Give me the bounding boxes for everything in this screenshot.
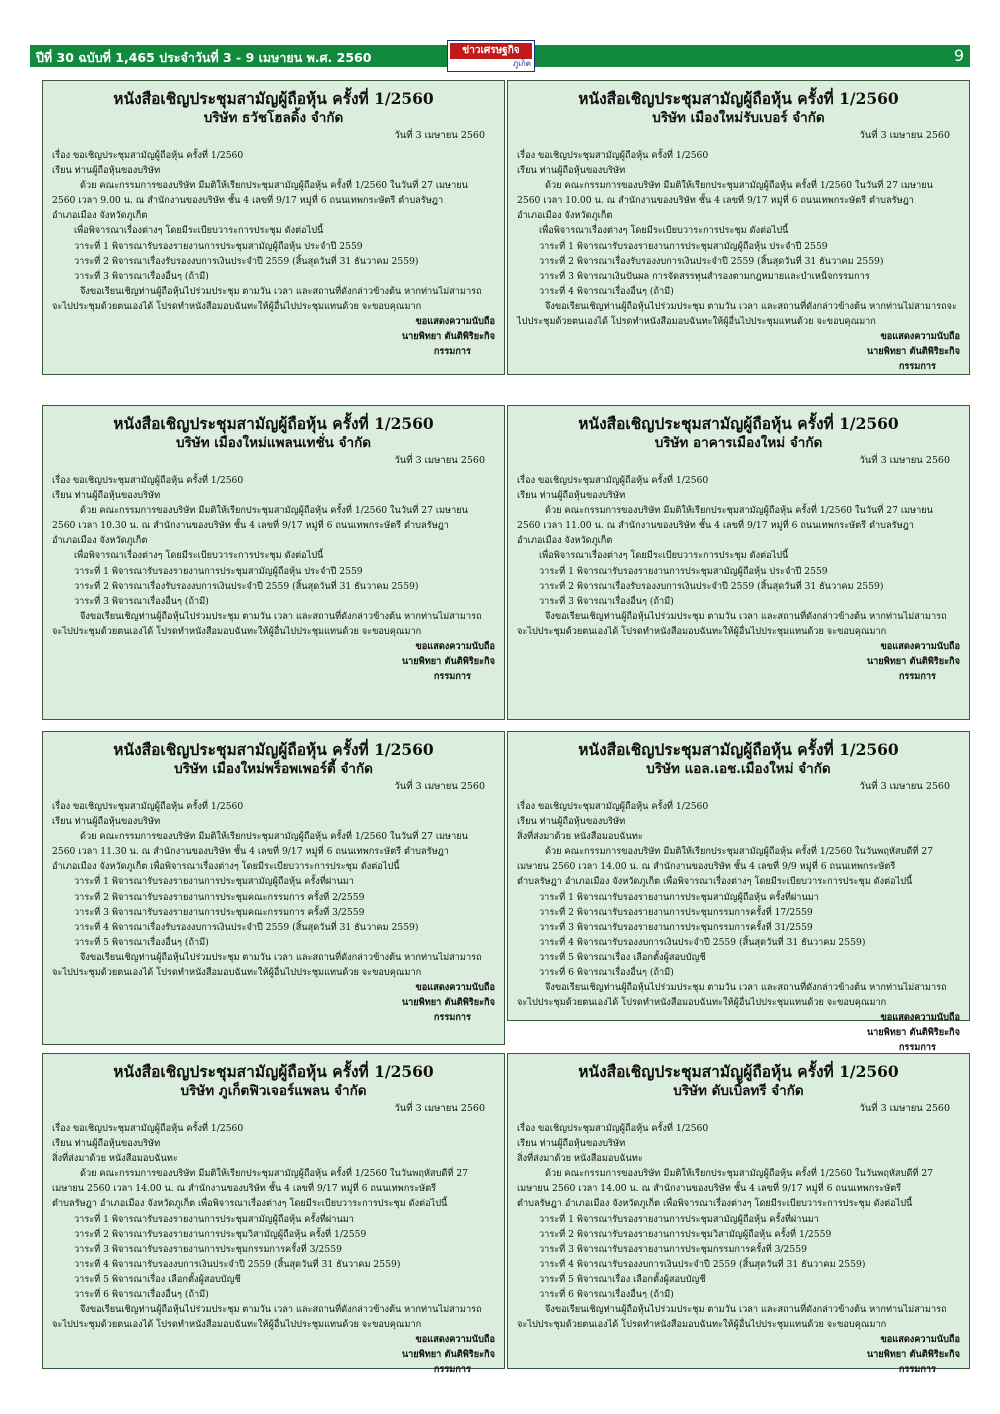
body-line: เรื่อง ขอเชิญประชุมสามัญผู้ถือหุ้น ครั้งที่ 1/2560 [52, 1123, 244, 1134]
body-line: เรียน ท่านผู้ถือหุ้นของบริษัท [517, 1138, 626, 1150]
body-line: วาระที่ 2 พิจารณาเรื่องรับรองงบการเงินประจำปี 2559 (สิ้นสุดวันที่ 31 ธันวาคม 2559) [539, 580, 884, 592]
notice-title: หนังสือเชิญประชุมสามัญผู้ถือหุ้น ครั้งที่ 1/2560 [578, 1062, 899, 1081]
body-line: จะไปประชุมด้วยตนเองได้ โปรดทำหนังสือมอบฉันทะให้ผู้อื่นไปประชุมแทนด้วย จะขอบคุณมาก [52, 967, 422, 979]
body-line: เรียน ท่านผู้ถือหุ้นของบริษัท [517, 490, 626, 502]
body-line: วาระที่ 4 พิจารณารับรองงบการเงินประจำปี 2559 (สิ้นสุดวันที่ 31 ธันวาคม 2559) [74, 1258, 401, 1270]
body-line: เรื่อง ขอเชิญประชุมสามัญผู้ถือหุ้น ครั้งที่ 1/2560 [517, 1123, 709, 1134]
body-line: อำเภอเมือง จังหวัดภูเก็ต [517, 535, 613, 547]
notice-box [42, 80, 505, 375]
body-line: เรียน ท่านผู้ถือหุ้นของบริษัท [52, 165, 161, 177]
company-name: บริษัท ดับเบิ้ลทรี จำกัด [673, 1083, 804, 1099]
body-line: วาระที่ 3 พิจารณารับรองรายงานการประชุมกรรมการครั้งที่ 3/2559 [539, 1243, 807, 1255]
body-line: วาระที่ 2 พิจารณาเรื่องรับรองงบการเงินประจำปี 2559 (สิ้นสุดวันที่ 31 ธันวาคม 2559) [539, 255, 884, 267]
body-line: เพื่อพิจารณาเรื่องต่างๆ โดยมีระเบียบวาระการประชุม ดังต่อไปนี้ [539, 225, 789, 237]
body-line: ด้วย คณะกรรมการของบริษัท มีมติให้เรียกประชุมสามัญผู้ถือหุ้น ครั้งที่ 1/2560 ในวันพฤหัสบดีที่ 27 [545, 1168, 934, 1180]
notice-date: วันที่ 3 เมษายน 2560 [859, 781, 950, 792]
body-line: เรียน ท่านผู้ถือหุ้นของบริษัท [52, 1138, 161, 1150]
body-line: จึงขอเรียนเชิญท่านผู้ถือหุ้นไปร่วมประชุม ตามวัน เวลา และสถานที่ดังกล่าวข้างต้น หากท่านไม่สามารถจะ [545, 300, 957, 312]
signer-name: นายพิทยา ตันติพิริยะกิจ [401, 1349, 495, 1361]
closing: ขอแสดงความนับถือ [880, 1012, 960, 1024]
body-line: จะไปประชุมด้วยตนเองได้ โปรดทำหนังสือมอบฉันทะให้ผู้อื่นไปประชุมแทนด้วย จะขอบคุณมาก [517, 1319, 887, 1331]
body-line: วาระที่ 4 พิจารณาเรื่องอื่นๆ (ถ้ามี) [539, 285, 674, 297]
body-line: เรื่อง ขอเชิญประชุมสามัญผู้ถือหุ้น ครั้งที่ 1/2560 [517, 475, 709, 486]
notice-date: วันที่ 3 เมษายน 2560 [859, 130, 950, 141]
logo-title: ข่าวเศรษฐกิจ [450, 43, 532, 59]
body-line: เรื่อง ขอเชิญประชุมสามัญผู้ถือหุ้น ครั้งที่ 1/2560 [52, 475, 244, 486]
notice-box [42, 1053, 505, 1376]
body-line: เรื่อง ขอเชิญประชุมสามัญผู้ถือหุ้น ครั้งที่ 1/2560 [52, 150, 244, 161]
notice-date: วันที่ 3 เมษายน 2560 [394, 1103, 485, 1114]
signer-role: กรรมการ [898, 1364, 936, 1376]
signer-name: นายพิทยา ตันติพิริยะกิจ [866, 1349, 960, 1361]
body-line: เพื่อพิจารณาเรื่องต่างๆ โดยมีระเบียบวาระการประชุม ดังต่อไปนี้ [539, 550, 789, 562]
body-line: จะไปประชุมด้วยตนเองได้ โปรดทำหนังสือมอบฉันทะให้ผู้อื่นไปประชุมแทนด้วย จะขอบคุณมาก [52, 625, 422, 637]
closing: ขอแสดงความนับถือ [880, 331, 960, 343]
body-line: เมษายน 2560 เวลา 14.00 น. ณ สำนักงานของบริษัท ชั้น 4 เลขที่ 9/17 หมู่ที่ 6 ถนนเทพกระษัตรี [517, 1183, 902, 1195]
body-line: วาระที่ 3 พิจารณาเงินปันผล การจัดสรรทุนสำรองตามกฎหมายและบำเหน็จกรรมการ [539, 270, 870, 282]
body-line: เมษายน 2560 เวลา 14.00 น. ณ สำนักงานของบริษัท ชั้น 4 เลขที่ 9/17 หมู่ที่ 6 ถนนเทพกระษัตรี [52, 1183, 437, 1195]
signer-role: กรรมการ [898, 361, 936, 373]
body-line: ด้วย คณะกรรมการของบริษัท มีมติให้เรียกประชุมสามัญผู้ถือหุ้น ครั้งที่ 1/2560 ในวันพฤหัสบดีที่ 27 [80, 1168, 469, 1180]
body-line: วาระที่ 6 พิจารณาเรื่องอื่นๆ (ถ้ามี) [539, 967, 674, 979]
body-line: เรียน ท่านผู้ถือหุ้นของบริษัท [52, 816, 161, 828]
body-line: วาระที่ 3 พิจารณาเรื่องอื่นๆ (ถ้ามี) [74, 595, 209, 607]
body-line: 2560 เวลา 9.00 น. ณ สำนักงานของบริษัท ชั้น 4 เลขที่ 9/17 หมู่ที่ 6 ถนนเทพกระษัตรี ตำบลรัษฎา [52, 195, 444, 207]
body-line: 2560 เวลา 11.30 น. ณ สำนักงานของบริษัท ชั้น 4 เลขที่ 9/17 หมู่ที่ 6 ถนนเทพกระษัตรี ตำบลรัษฎา [52, 846, 449, 858]
closing: ขอแสดงความนับถือ [415, 641, 495, 653]
body-line: จึงขอเรียนเชิญท่านผู้ถือหุ้นไปร่วมประชุม ตามวัน เวลา และสถานที่ดังกล่าวข้างต้น หากท่านไม่สามารถ [545, 610, 947, 622]
body-line: ด้วย คณะกรรมการของบริษัท มีมติให้เรียกประชุมสามัญผู้ถือหุ้น ครั้งที่ 1/2560 ในวันที่ 27 เมษายน [80, 180, 468, 192]
body-line: จึงขอเรียนเชิญท่านผู้ถือหุ้นไปร่วมประชุม ตามวัน เวลา และสถานที่ดังกล่าวข้างต้น หากท่านไม่สามารถ [80, 1304, 482, 1316]
body-line: ตำบลรัษฎา อำเภอเมือง จังหวัดภูเก็ต เพื่อพิจารณาเรื่องต่างๆ โดยมีระเบียบวาระการประชุม ดังต่อไปนี้ [517, 1198, 913, 1210]
body-line: เรียน ท่านผู้ถือหุ้นของบริษัท [517, 816, 626, 828]
body-line: ด้วย คณะกรรมการของบริษัท มีมติให้เรียกประชุมสามัญผู้ถือหุ้น ครั้งที่ 1/2560 ในวันพฤหัสบดีที่ 27 [545, 846, 934, 858]
body-line: 2560 เวลา 11.00 น. ณ สำนักงานของบริษัท ชั้น 4 เลขที่ 9/17 หมู่ที่ 6 ถนนเทพกระษัตรี ตำบลรัษฎา [517, 520, 914, 532]
closing: ขอแสดงความนับถือ [415, 316, 495, 328]
notice-date: วันที่ 3 เมษายน 2560 [394, 781, 485, 792]
notice-box [42, 405, 505, 720]
body-line: จะไปประชุมด้วยตนเองได้ โปรดทำหนังสือมอบฉันทะให้ผู้อื่นไปประชุมแทนด้วย จะขอบคุณมาก [52, 1319, 422, 1331]
closing: ขอแสดงความนับถือ [415, 982, 495, 994]
signer-name: นายพิทยา ตันติพิริยะกิจ [866, 346, 960, 358]
body-line: วาระที่ 2 พิจารณาเรื่องรับรองงบการเงินประจำปี 2559 (สิ้นสุดวันที่ 31 ธันวาคม 2559) [74, 580, 419, 592]
company-name: บริษัท เมืองใหม่แพลนเทชั่น จำกัด [175, 435, 372, 451]
notice-title: หนังสือเชิญประชุมสามัญผู้ถือหุ้น ครั้งที่ 1/2560 [113, 740, 434, 759]
body-line: ด้วย คณะกรรมการของบริษัท มีมติให้เรียกประชุมสามัญผู้ถือหุ้น ครั้งที่ 1/2560 ในวันที่ 27 เมษายน [80, 831, 468, 843]
company-name: บริษัท เมืองใหม่รับเบอร์ จำกัด [652, 110, 825, 126]
signer-name: นายพิทยา ตันติพิริยะกิจ [866, 656, 960, 668]
body-line: วาระที่ 5 พิจารณาเรื่องอื่นๆ (ถ้ามี) [74, 936, 209, 948]
body-line: อำเภอเมือง จังหวัดภูเก็ต [517, 210, 613, 222]
notice-box [507, 80, 970, 375]
notice-title: หนังสือเชิญประชุมสามัญผู้ถือหุ้น ครั้งที่ 1/2560 [113, 1062, 434, 1081]
signer-name: นายพิทยา ตันติพิริยะกิจ [401, 331, 495, 343]
body-line: ตำบลรัษฎา อำเภอเมือง จังหวัดภูเก็ต เพื่อพิจารณาเรื่องต่างๆ โดยมีระเบียบวาระการประชุม ดังต่อไปนี้ [517, 876, 913, 888]
body-line: วาระที่ 3 พิจารณาเรื่องอื่นๆ (ถ้ามี) [74, 270, 209, 282]
notice-box [507, 731, 970, 1054]
notice-date: วันที่ 3 เมษายน 2560 [859, 455, 950, 466]
closing: ขอแสดงความนับถือ [880, 641, 960, 653]
body-line: วาระที่ 6 พิจารณาเรื่องอื่นๆ (ถ้ามี) [74, 1289, 209, 1301]
notice-box [507, 1053, 970, 1376]
body-line: เรื่อง ขอเชิญประชุมสามัญผู้ถือหุ้น ครั้งที่ 1/2560 [52, 801, 244, 812]
notice-title: หนังสือเชิญประชุมสามัญผู้ถือหุ้น ครั้งที่ 1/2560 [113, 414, 434, 433]
closing: ขอแสดงความนับถือ [880, 1334, 960, 1346]
body-line: เรื่อง ขอเชิญประชุมสามัญผู้ถือหุ้น ครั้งที่ 1/2560 [517, 801, 709, 812]
body-line: วาระที่ 4 พิจารณารับรองงบการเงินประจำปี 2559 (สิ้นสุดวันที่ 31 ธันวาคม 2559) [539, 936, 866, 948]
company-name: บริษัท แอล.เอช.เมืองใหม่ จำกัด [646, 761, 831, 777]
body-line: จะไปประชุมด้วยตนเองได้ โปรดทำหนังสือมอบฉันทะให้ผู้อื่นไปประชุมแทนด้วย จะขอบคุณมาก [517, 997, 887, 1009]
notice-date: วันที่ 3 เมษายน 2560 [859, 1103, 950, 1114]
body-line: ด้วย คณะกรรมการของบริษัท มีมติให้เรียกประชุมสามัญผู้ถือหุ้น ครั้งที่ 1/2560 ในวันที่ 27 เมษายน [545, 505, 933, 517]
notice-date: วันที่ 3 เมษายน 2560 [394, 455, 485, 466]
body-line: วาระที่ 4 พิจารณาเรื่องรับรองงบการเงินประจำปี 2559 (สิ้นสุดวันที่ 31 ธันวาคม 2559) [74, 921, 419, 933]
body-line: วาระที่ 6 พิจารณาเรื่องอื่นๆ (ถ้ามี) [539, 1289, 674, 1301]
body-line: จะไปประชุมด้วยตนเองได้ โปรดทำหนังสือมอบฉันทะให้ผู้อื่นไปประชุมแทนด้วย จะขอบคุณมาก [52, 300, 422, 312]
body-line: สิ่งที่ส่งมาด้วย หนังสือมอบฉันทะ [517, 1153, 643, 1165]
company-name: บริษัท ธวัชโฮลดิ้ง จำกัด [203, 110, 344, 126]
body-line: วาระที่ 1 พิจารณารับรองรายงานการประชุมสามัญผู้ถือหุ้น ครั้งที่ผ่านมา [74, 1213, 354, 1225]
body-line: วาระที่ 3 พิจารณารับรองรายงานการประชุมกรรมการครั้งที่ 31/2559 [539, 921, 813, 933]
body-line: วาระที่ 3 พิจารณารับรองรายงานการประชุมคณะกรรมการ ครั้งที่ 3/2559 [74, 906, 365, 918]
body-line: จะไปประชุมด้วยตนเองได้ โปรดทำหนังสือมอบฉันทะให้ผู้อื่นไปประชุมแทนด้วย จะขอบคุณมาก [517, 625, 887, 637]
body-line: อำเภอเมือง จังหวัดภูเก็ต [52, 210, 148, 222]
body-line: เพื่อพิจารณาเรื่องต่างๆ โดยมีระเบียบวาระการประชุม ดังต่อไปนี้ [74, 225, 324, 237]
body-line: วาระที่ 2 พิจารณารับรองรายงานการประชุมคณะกรรมการ ครั้งที่ 2/2559 [74, 891, 365, 903]
body-line: อำเภอเมือง จังหวัดภูเก็ต [52, 535, 148, 547]
body-line: วาระที่ 2 พิจารณาเรื่องรับรองงบการเงินประจำปี 2559 (สิ้นสุดวันที่ 31 ธันวาคม 2559) [74, 255, 419, 267]
body-line: วาระที่ 1 พิจารณารับรองรายงานการประชุมสามัญผู้ถือหุ้น ประจำปี 2559 [74, 240, 363, 252]
signer-role: กรรมการ [433, 1364, 471, 1376]
body-line: วาระที่ 3 พิจารณารับรองรายงานการประชุมกรรมการครั้งที่ 3/2559 [74, 1243, 342, 1255]
company-name: บริษัท อาคารเมืองใหม่ จำกัด [654, 435, 823, 451]
body-line: เพื่อพิจารณาเรื่องต่างๆ โดยมีระเบียบวาระการประชุม ดังต่อไปนี้ [74, 550, 324, 562]
body-line: วาระที่ 2 พิจารณารับรองรายงานการประชุมวิสามัญผู้ถือหุ้น ครั้งที่ 1/2559 [74, 1228, 367, 1240]
body-line: วาระที่ 1 พิจารณารับรองรายงานการประชุมสามัญผู้ถือหุ้น ประจำปี 2559 [539, 240, 828, 252]
signer-name: นายพิทยา ตันติพิริยะกิจ [401, 656, 495, 668]
signer-role: กรรมการ [433, 1012, 471, 1024]
signer-role: กรรมการ [433, 346, 471, 358]
body-line: วาระที่ 5 พิจารณาเรื่อง เลือกตั้งผู้สอบบัญชี [74, 1273, 241, 1285]
signer-name: นายพิทยา ตันติพิริยะกิจ [866, 1027, 960, 1039]
body-line: วาระที่ 2 พิจารณารับรองรายงานการประชุมกรรมการครั้งที่ 17/2559 [539, 906, 813, 918]
notice-box [42, 731, 505, 1045]
body-line: เรื่อง ขอเชิญประชุมสามัญผู้ถือหุ้น ครั้งที่ 1/2560 [517, 150, 709, 161]
body-line: วาระที่ 5 พิจารณาเรื่อง เลือกตั้งผู้สอบบัญชี [539, 1273, 706, 1285]
issue-info: ปีที่ 30 ฉบับที่ 1,465 ประจำวันที่ 3 - 9 เมษายน พ.ศ. 2560 [36, 50, 372, 65]
notice-box [507, 405, 970, 720]
logo-subtitle: ภูเก็ต [512, 59, 531, 68]
notice-title: หนังสือเชิญประชุมสามัญผู้ถือหุ้น ครั้งที่ 1/2560 [578, 740, 899, 759]
signer-role: กรรมการ [433, 671, 471, 683]
body-line: วาระที่ 1 พิจารณารับรองรายงานการประชุมสามัญผู้ถือหุ้น ประจำปี 2559 [74, 565, 363, 577]
body-line: เรียน ท่านผู้ถือหุ้นของบริษัท [517, 165, 626, 177]
body-line: วาระที่ 1 พิจารณารับรองรายงานการประชุมสามัญผู้ถือหุ้น ครั้งที่ผ่านมา [539, 891, 819, 903]
body-line: สิ่งที่ส่งมาด้วย หนังสือมอบฉันทะ [52, 1153, 178, 1165]
signer-name: นายพิทยา ตันติพิริยะกิจ [401, 997, 495, 1009]
body-line: จึงขอเรียนเชิญท่านผู้ถือหุ้นไปร่วมประชุม ตามวัน เวลา และสถานที่ดังกล่าวข้างต้น หากท่านไม่สามารถ [80, 285, 482, 297]
body-line: เมษายน 2560 เวลา 14.00 น. ณ สำนักงานของบริษัท ชั้น 4 เลขที่ 9/9 หมู่ที่ 6 ถนนเทพกระษัตรี [517, 861, 896, 873]
body-line: ด้วย คณะกรรมการของบริษัท มีมติให้เรียกประชุมสามัญผู้ถือหุ้น ครั้งที่ 1/2560 ในวันที่ 27 เมษายน [545, 180, 933, 192]
body-line: ตำบลรัษฎา อำเภอเมือง จังหวัดภูเก็ต เพื่อพิจารณาเรื่องต่างๆ โดยมีระเบียบวาระการประชุม ดังต่อไปนี้ [52, 1198, 448, 1210]
body-line: สิ่งที่ส่งมาด้วย หนังสือมอบฉันทะ [517, 831, 643, 843]
body-line: จึงขอเรียนเชิญท่านผู้ถือหุ้นไปร่วมประชุม ตามวัน เวลา และสถานที่ดังกล่าวข้างต้น หากท่านไม่สามารถ [80, 951, 482, 963]
body-line: วาระที่ 1 พิจารณารับรองรายงานการประชุมสามัญผู้ถือหุ้น ครั้งที่ผ่านมา [539, 1213, 819, 1225]
body-line: จึงขอเรียนเชิญท่านผู้ถือหุ้นไปร่วมประชุม ตามวัน เวลา และสถานที่ดังกล่าวข้างต้น หากท่านไม่สามารถ [545, 1304, 947, 1316]
body-line: เรียน ท่านผู้ถือหุ้นของบริษัท [52, 490, 161, 502]
company-name: บริษัท ภูเก็ตฟิวเจอร์แพลน จำกัด [180, 1083, 367, 1099]
body-line: วาระที่ 4 พิจารณารับรองงบการเงินประจำปี 2559 (สิ้นสุดวันที่ 31 ธันวาคม 2559) [539, 1258, 866, 1270]
company-name: บริษัท เมืองใหม่พร็อพเพอร์ตี้ จำกัด [174, 761, 373, 777]
body-line: จึงขอเรียนเชิญท่านผู้ถือหุ้นไปร่วมประชุม ตามวัน เวลา และสถานที่ดังกล่าวข้างต้น หากท่านไม่สามารถ [80, 610, 482, 622]
body-line: วาระที่ 5 พิจารณาเรื่อง เลือกตั้งผู้สอบบัญชี [539, 951, 706, 963]
notice-date: วันที่ 3 เมษายน 2560 [394, 130, 485, 141]
body-line: วาระที่ 1 พิจารณารับรองรายงานการประชุมสามัญผู้ถือหุ้น ประจำปี 2559 [539, 565, 828, 577]
signer-role: กรรมการ [898, 1042, 936, 1054]
closing: ขอแสดงความนับถือ [415, 1334, 495, 1346]
notice-title: หนังสือเชิญประชุมสามัญผู้ถือหุ้น ครั้งที่ 1/2560 [578, 89, 899, 108]
body-line: วาระที่ 3 พิจารณาเรื่องอื่นๆ (ถ้ามี) [539, 595, 674, 607]
body-line: อำเภอเมือง จังหวัดภูเก็ต เพื่อพิจารณาเรื่องต่างๆ โดยมีระเบียบวาระการประชุม ดังต่อไปนี้ [52, 861, 400, 873]
body-line: 2560 เวลา 10.00 น. ณ สำนักงานของบริษัท ชั้น 4 เลขที่ 9/17 หมู่ที่ 6 ถนนเทพกระษัตรี ตำบลรัษฎา [517, 195, 914, 207]
notice-title: หนังสือเชิญประชุมสามัญผู้ถือหุ้น ครั้งที่ 1/2560 [578, 414, 899, 433]
body-line: วาระที่ 2 พิจารณารับรองรายงานการประชุมวิสามัญผู้ถือหุ้น ครั้งที่ 1/2559 [539, 1228, 832, 1240]
notice-title: หนังสือเชิญประชุมสามัญผู้ถือหุ้น ครั้งที่ 1/2560 [113, 89, 434, 108]
body-line: 2560 เวลา 10.30 น. ณ สำนักงานของบริษัท ชั้น 4 เลขที่ 9/17 หมู่ที่ 6 ถนนเทพกระษัตรี ตำบลรัษฎา [52, 520, 449, 532]
body-line: วาระที่ 1 พิจารณารับรองรายงานการประชุมสามัญผู้ถือหุ้น ครั้งที่ผ่านมา [74, 876, 354, 888]
page-number: 9 [953, 46, 964, 65]
body-line: ไปประชุมด้วยตนเองได้ โปรดทำหนังสือมอบฉันทะให้ผู้อื่นไปประชุมแทนด้วย จะขอบคุณมาก [517, 316, 876, 328]
newspaper-logo [447, 40, 535, 72]
body-line: จึงขอเรียนเชิญท่านผู้ถือหุ้นไปร่วมประชุม ตามวัน เวลา และสถานที่ดังกล่าวข้างต้น หากท่านไม่สามารถ [545, 982, 947, 994]
body-line: ด้วย คณะกรรมการของบริษัท มีมติให้เรียกประชุมสามัญผู้ถือหุ้น ครั้งที่ 1/2560 ในวันที่ 27 เมษายน [80, 505, 468, 517]
signer-role: กรรมการ [898, 671, 936, 683]
